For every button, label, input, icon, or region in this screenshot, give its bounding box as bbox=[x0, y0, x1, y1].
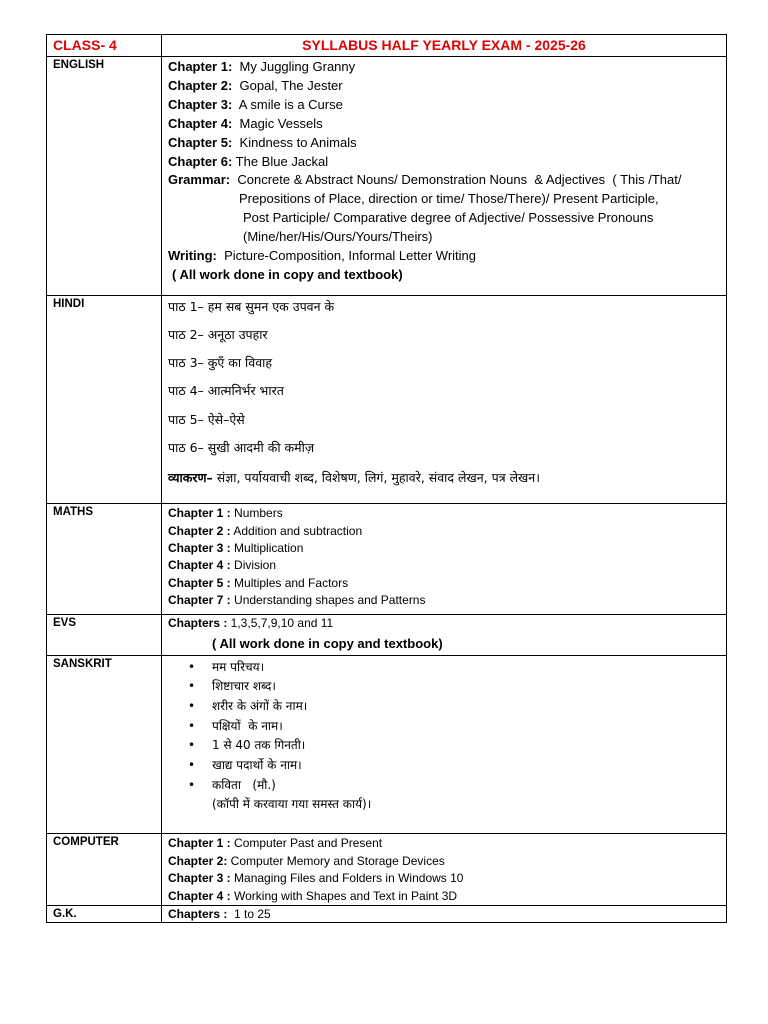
chapter-label: Chapter 5 : bbox=[168, 575, 231, 590]
chapter-line bbox=[168, 115, 720, 134]
chapter-label: Chapter 7 : bbox=[168, 593, 231, 608]
sanskrit-content bbox=[162, 655, 727, 834]
bullet-icon: • bbox=[188, 718, 196, 733]
lesson-line: पाठ 5– ऐसे–ऐसे bbox=[168, 411, 245, 427]
chapter-line bbox=[168, 77, 720, 96]
chapter-title: Computer Memory and Storage Devices bbox=[227, 853, 445, 868]
evs-content bbox=[162, 614, 727, 655]
list-item bbox=[168, 717, 720, 737]
work-note: ( All work done in copy and textbook) bbox=[172, 266, 403, 282]
chapter-label: Chapter 4 : bbox=[168, 558, 231, 573]
computer-content bbox=[162, 834, 727, 906]
lesson-line: पाठ 4– आत्मनिर्भर भारत bbox=[168, 383, 284, 399]
subject-row-sanskrit bbox=[47, 655, 727, 834]
chapter-title: Kindness to Animals bbox=[232, 134, 357, 150]
grammar-line: (Mine/her/His/Ours/Yours/Theirs) bbox=[243, 229, 433, 245]
grammar-line: Concrete & Abstract Nouns/ Demonstration Nouns & Adjectives ( This /That/ bbox=[230, 172, 682, 188]
grammar-line: Prepositions of Place, direction or time/ Those/There)/ Present Participle, bbox=[239, 191, 659, 207]
list-item bbox=[168, 756, 720, 776]
gk-content bbox=[162, 906, 727, 923]
chapter-line bbox=[168, 835, 720, 852]
bullet-icon: • bbox=[188, 699, 196, 713]
chapter-title: A smile is a Curse bbox=[232, 96, 343, 112]
topic-text: शरीर के अंगों के नाम। bbox=[212, 699, 308, 713]
topic-text: कविता (मौ.) bbox=[212, 777, 276, 792]
chapter-line bbox=[168, 505, 720, 522]
chapter-label: Chapter 2: bbox=[168, 77, 233, 93]
topic-list bbox=[168, 658, 720, 796]
chapter-title: Magic Vessels bbox=[232, 115, 323, 131]
subject-row-gk bbox=[47, 906, 727, 923]
chapter-title: My Juggling Granny bbox=[232, 59, 356, 74]
chapter-line bbox=[168, 853, 720, 870]
grammar-topics: संज्ञा, पर्यायवाची शब्द, विशेषण, लिगं, मुहावरे, संवाद लेखन, पत्र लेखन। bbox=[212, 470, 540, 485]
bullet-icon: • bbox=[188, 659, 196, 674]
list-item bbox=[168, 776, 720, 796]
topic-text: मम परिचय। bbox=[212, 659, 265, 674]
syllabus-title: SYLLABUS HALF YEARLY EXAM - 2025-26 bbox=[162, 35, 727, 57]
subject-name: G.K. bbox=[47, 906, 162, 923]
lesson-line: पाठ 6– सुखी आदमी की कमीज़ bbox=[168, 439, 315, 455]
subject-name: SANSKRIT bbox=[47, 655, 162, 834]
class-label: CLASS- 4 bbox=[47, 35, 162, 57]
chapter-label: Chapter 5: bbox=[168, 134, 233, 150]
writing-label: Writing: bbox=[168, 248, 217, 264]
chapter-title: Division bbox=[230, 558, 277, 573]
lesson-line: पाठ 1– हम सब सुमन एक उपवन के bbox=[168, 298, 335, 314]
chapter-line bbox=[168, 96, 720, 115]
chapter-label: Chapter 3: bbox=[168, 96, 233, 112]
writing-text: Picture-Composition, Informal Letter Writing bbox=[216, 248, 476, 264]
lesson-line: पाठ 2– अनूठा उपहार bbox=[168, 327, 268, 343]
bullet-icon: • bbox=[188, 777, 196, 792]
chapter-label: Chapter 1: bbox=[168, 59, 233, 74]
chapter-label: Chapter 1 : bbox=[168, 836, 231, 851]
topic-text: खाद्य पदार्थो के नाम। bbox=[212, 758, 302, 773]
chapter-label: Chapters : bbox=[168, 615, 228, 630]
chapter-list: 1 to 25 bbox=[227, 907, 271, 922]
subject-name: HINDI bbox=[47, 295, 162, 503]
chapter-label: Chapter 6: bbox=[168, 153, 233, 169]
topic-text: पक्षियों के नाम। bbox=[212, 718, 283, 733]
chapter-label: Chapter 2: bbox=[168, 853, 228, 868]
syllabus-table bbox=[46, 34, 727, 923]
subject-row-computer bbox=[47, 834, 727, 906]
bullet-icon: • bbox=[188, 758, 196, 773]
work-note: ( All work done in copy and textbook) bbox=[212, 635, 443, 651]
bullet-icon: • bbox=[188, 738, 196, 753]
chapter-title: Multiplication bbox=[230, 541, 304, 555]
grammar-label: Grammar: bbox=[168, 172, 231, 188]
topic-continuation: (कॉपी में करवाया गया समस्त कार्य)। bbox=[212, 797, 372, 812]
chapter-line bbox=[168, 58, 720, 77]
subject-row-english bbox=[47, 57, 727, 296]
chapter-list: 1,3,5,7,9,10 and 11 bbox=[227, 615, 334, 630]
chapter-line bbox=[168, 540, 720, 557]
chapter-line bbox=[168, 153, 720, 172]
list-item bbox=[168, 658, 720, 678]
chapter-line bbox=[168, 592, 720, 609]
chapter-line bbox=[168, 870, 720, 887]
chapter-title: Working with Shapes and Text in Paint 3D bbox=[230, 888, 458, 903]
chapter-title: Understanding shapes and Patterns bbox=[230, 593, 426, 608]
chapter-title: Addition and subtraction bbox=[230, 523, 363, 538]
topic-text: 1 से 40 तक गिनती। bbox=[212, 738, 306, 753]
subject-name: ENGLISH bbox=[47, 57, 162, 296]
subject-row-hindi bbox=[47, 295, 727, 503]
subject-name: COMPUTER bbox=[47, 834, 162, 906]
chapter-label: Chapter 3 : bbox=[168, 871, 231, 886]
subject-row-maths bbox=[47, 504, 727, 614]
chapter-line bbox=[168, 575, 720, 592]
chapter-line bbox=[168, 888, 720, 905]
subject-row-evs bbox=[47, 614, 727, 655]
chapter-line bbox=[168, 557, 720, 574]
grammar-line: Post Participle/ Comparative degree of Adjective/ Possessive Pronouns bbox=[243, 210, 654, 226]
chapter-title: Computer Past and Present bbox=[230, 836, 383, 851]
chapter-line bbox=[168, 134, 720, 153]
hindi-content bbox=[162, 295, 727, 503]
chapter-label: Chapter 4 : bbox=[168, 888, 231, 903]
subject-name: MATHS bbox=[47, 504, 162, 614]
chapter-title: Managing Files and Folders in Windows 10 bbox=[230, 871, 464, 886]
bullet-icon: • bbox=[188, 679, 196, 694]
grammar-block bbox=[168, 171, 720, 247]
list-item bbox=[168, 677, 720, 697]
list-item bbox=[168, 697, 720, 717]
header-row bbox=[47, 35, 727, 57]
lesson-line: पाठ 3– कुएँ का विवाह bbox=[168, 355, 273, 371]
chapter-label: Chapter 1 : bbox=[168, 506, 231, 521]
topic-text: शिष्टाचार शब्द। bbox=[212, 679, 276, 694]
chapter-label: Chapter 2 : bbox=[168, 523, 231, 538]
chapter-label: Chapters : bbox=[168, 907, 228, 922]
maths-content bbox=[162, 504, 727, 614]
chapter-line bbox=[168, 615, 720, 632]
grammar-line bbox=[168, 469, 720, 497]
list-item bbox=[168, 736, 720, 756]
writing-line bbox=[168, 247, 720, 266]
chapter-title: Numbers bbox=[230, 506, 283, 521]
chapter-line bbox=[168, 523, 720, 540]
chapter-label: Chapter 3 : bbox=[168, 541, 231, 555]
chapter-title: The Blue Jackal bbox=[232, 153, 329, 169]
grammar-label: व्याकरण– bbox=[168, 470, 213, 485]
chapter-line bbox=[168, 906, 720, 922]
chapter-title: Multiples and Factors bbox=[230, 575, 349, 590]
subject-name: EVS bbox=[47, 614, 162, 655]
english-content bbox=[162, 57, 727, 296]
chapter-label: Chapter 4: bbox=[168, 115, 233, 131]
chapter-title: Gopal, The Jester bbox=[232, 77, 343, 93]
